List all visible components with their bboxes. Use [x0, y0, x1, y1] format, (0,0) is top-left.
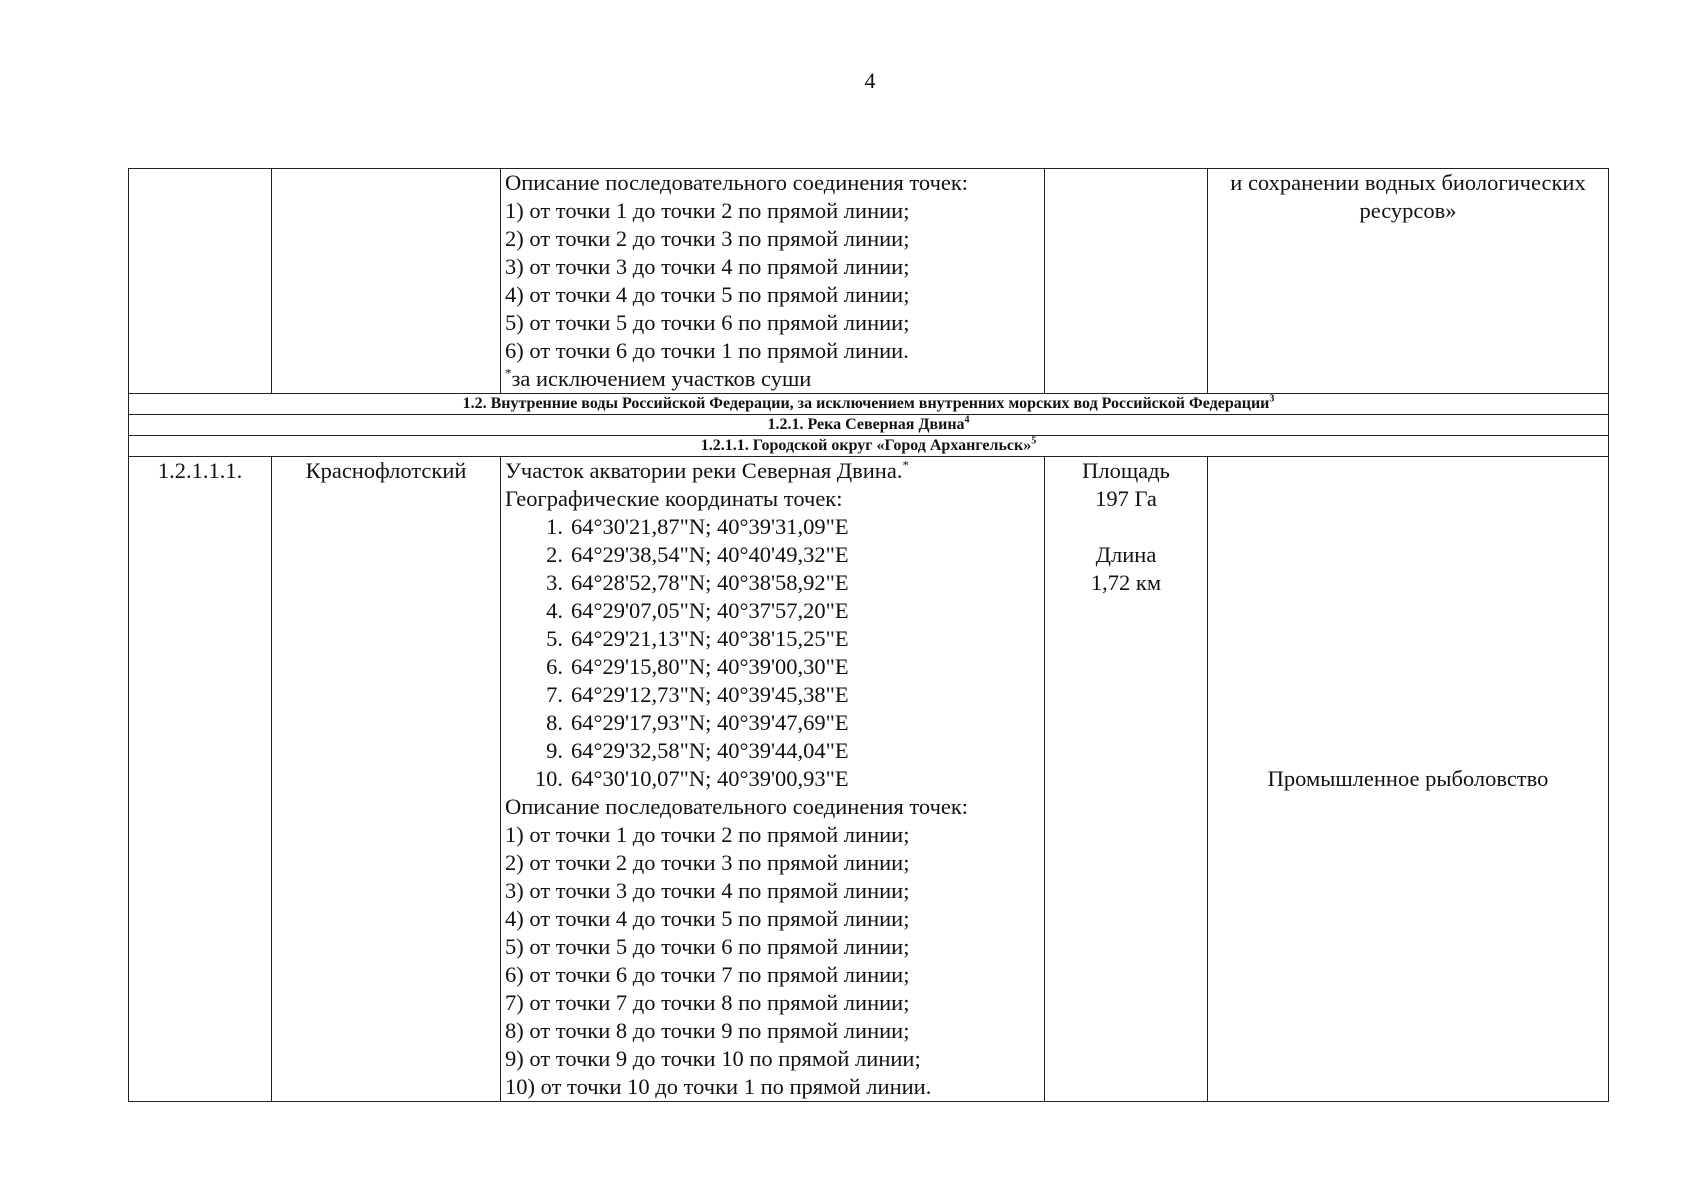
coordinate-value: 64°29'12,73"N; 40°39'45,38"E [571, 682, 849, 707]
connection-list [505, 821, 1040, 1101]
connection-line: 6) от точки 6 до точки 1 по прямой линии. [505, 338, 909, 363]
purpose-continued-text: и сохранении водных биологических ресурсов» [1230, 170, 1586, 223]
connection-line: 6) от точки 6 до точки 7 по прямой линии; [505, 962, 910, 987]
footnote-note [505, 365, 1040, 393]
connection-line: 2) от точки 2 до точки 3 по прямой линии; [505, 850, 910, 875]
coordinate-list [505, 513, 1040, 793]
coordinate-value: 64°29'21,13"N; 40°38'15,25"E [571, 626, 849, 651]
section-row [129, 436, 1609, 457]
coordinate-item [529, 653, 1040, 681]
description-cell-continued [501, 169, 1045, 394]
coordinate-index: 8. [546, 710, 563, 735]
name-cell-empty [272, 169, 501, 394]
number-cell-empty [129, 169, 272, 394]
coordinate-item [529, 765, 1040, 793]
page-number: 4 [864, 68, 876, 93]
measure-cell-empty [1045, 169, 1208, 394]
coordinate-value: 64°29'07,05"N; 40°37'57,20"E [571, 598, 849, 623]
entry-purpose: Промышленное рыболовство [1208, 457, 1609, 1102]
connection-line: 5) от точки 5 до точки 6 по прямой линии; [505, 310, 910, 335]
section-title-text: 1.2. Внутренние воды Российской Федерации, за исключением внутренних морских вод Российской Федерации [462, 395, 1270, 412]
connection-line: 3) от точки 3 до точки 4 по прямой линии; [505, 878, 910, 903]
section-title [129, 415, 1609, 436]
connection-line: 5) от точки 5 до точки 6 по прямой линии; [505, 934, 910, 959]
connection-line: 2) от точки 2 до точки 3 по прямой линии; [505, 226, 910, 251]
section-title [129, 394, 1609, 415]
area-title [505, 457, 1040, 485]
footnote-ref: 4 [964, 414, 970, 426]
coordinate-item [529, 709, 1040, 737]
coordinate-value: 64°30'21,87"N; 40°39'31,09"E [571, 514, 849, 539]
coordinate-index: 1. [546, 514, 563, 539]
entry-description [501, 457, 1045, 1102]
coordinate-index: 5. [546, 626, 563, 651]
connection-line: 1) от точки 1 до точки 2 по прямой линии; [505, 822, 910, 847]
coordinate-value: 64°29'17,93"N; 40°39'47,69"E [571, 710, 849, 735]
section-title-text: 1.2.1. Река Северная Двина [767, 416, 965, 433]
footnote-text: за исключением участков суши [511, 366, 812, 391]
purpose-cell-continued [1208, 169, 1609, 394]
area-value: 197 Га [1095, 486, 1157, 511]
footnote-star: * [505, 365, 512, 381]
coordinate-index: 3. [546, 570, 563, 595]
connection-line: 10) от точки 10 до точки 1 по прямой линии. [505, 1074, 932, 1099]
area-title-text: Участок акватории реки Северная Двина. [505, 458, 903, 483]
coordinate-item [529, 541, 1040, 569]
coordinate-index: 9. [546, 738, 563, 763]
coordinate-value: 64°29'38,54"N; 40°40'49,32"E [571, 542, 849, 567]
entry-measurements [1045, 457, 1208, 1102]
area-label: Площадь [1082, 458, 1170, 483]
entry-number: 1.2.1.1.1. [129, 457, 272, 1102]
connection-list-continued [505, 197, 1040, 365]
coordinate-item [529, 681, 1040, 709]
footnote-ref: 3 [1269, 393, 1275, 405]
coordinate-index: 2. [546, 542, 563, 567]
coordinate-value: 64°29'15,80"N; 40°39'00,30"E [571, 654, 849, 679]
section-title-text: 1.2.1.1. Городской округ «Город Архангельск» [700, 437, 1032, 454]
coordinate-item [529, 513, 1040, 541]
coordinate-index: 6. [546, 654, 563, 679]
coordinate-value: 64°28'52,78"N; 40°38'58,92"E [571, 570, 849, 595]
connection-line: 4) от точки 4 до точки 5 по прямой линии; [505, 282, 910, 307]
length-value: 1,72 км [1090, 570, 1162, 595]
coordinate-item [529, 597, 1040, 625]
coordinate-index: 7. [546, 682, 563, 707]
description-title: Описание последовательного соединения точек: [505, 794, 969, 819]
connection-line: 8) от точки 8 до точки 9 по прямой линии; [505, 1018, 910, 1043]
footnote-ref: 5 [1031, 435, 1037, 447]
connection-line: 7) от точки 7 до точки 8 по прямой линии; [505, 990, 910, 1015]
coordinate-item [529, 625, 1040, 653]
fishing-areas-table [128, 168, 1609, 1102]
connection-line: 3) от точки 3 до точки 4 по прямой линии; [505, 254, 910, 279]
coordinate-item [529, 737, 1040, 765]
coordinate-item [529, 569, 1040, 597]
coordinate-index: 4. [546, 598, 563, 623]
coordinate-index: 10. [534, 766, 563, 791]
section-row [129, 415, 1609, 436]
description-title: Описание последовательного соединения точек: [505, 170, 969, 195]
connection-line: 9) от точки 9 до точки 10 по прямой линии; [505, 1046, 921, 1071]
table-row-continued [129, 169, 1609, 394]
coordinate-value: 64°30'10,07"N; 40°39'00,93"E [571, 766, 849, 791]
section-title [129, 436, 1609, 457]
length-label: Длина [1095, 542, 1157, 567]
table-row-entry [129, 457, 1609, 1102]
section-row [129, 394, 1609, 415]
entry-name: Краснофлотский [272, 457, 501, 1102]
connection-line: 1) от точки 1 до точки 2 по прямой линии; [505, 198, 910, 223]
coords-title: Географические координаты точек: [505, 486, 843, 511]
area-star: * [902, 457, 909, 473]
connection-line: 4) от точки 4 до точки 5 по прямой линии; [505, 906, 910, 931]
coordinate-value: 64°29'32,58"N; 40°39'44,04"E [571, 738, 849, 763]
